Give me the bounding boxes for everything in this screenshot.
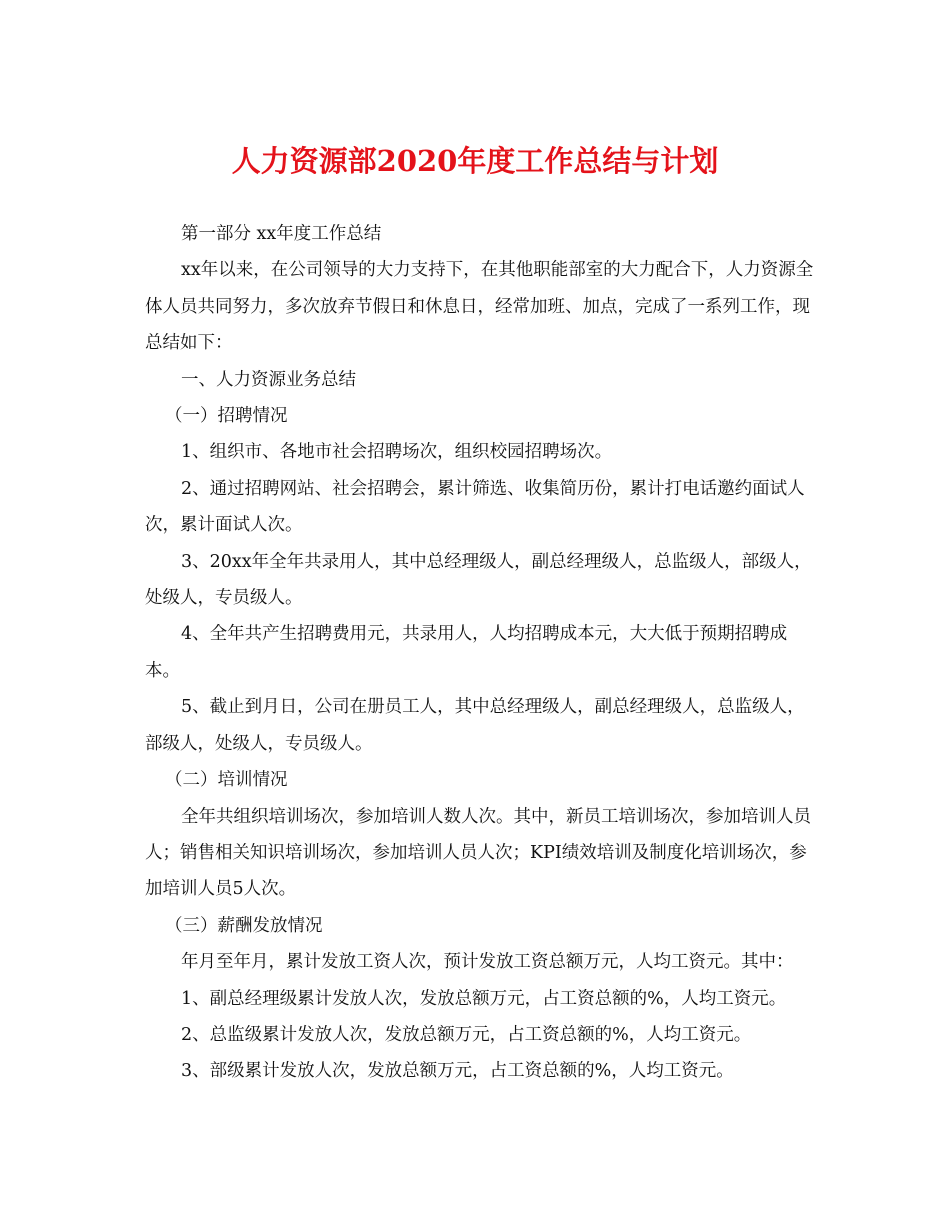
list-item-payroll-3: 3、部级累计发放人次，发放总额万元，占工资总额的%，人均工资元。 (181, 1061, 734, 1082)
list-item-recruitment-2: 2、通过招聘网站、社会招聘会，累计筛选、收集简历份，累计打电话邀约面试人次，累计面试人次。 (145, 478, 805, 536)
payroll-paragraph: 年月至年月，累计发放工资人次，预计发放工资总额万元，人均工资元。其中： (181, 952, 794, 973)
list-item-recruitment-5: 5、截止到月日，公司在册员工人，其中总经理级人，副总经理级人，总监级人，部级人，处级人，专员级人。 (145, 697, 805, 754)
subsection-heading-training: （二）培训情况 (165, 770, 288, 791)
section-heading-hr-summary: 一、人力资源业务总结 (181, 369, 356, 390)
intro-paragraph: xx年以来，在公司领导的大力支持下，在其他职能部室的大力配合下，人力资源全体人员共同努力，多次放弃节假日和休息日，经常加班、加点，完成了一系列工作，现总结如下： (145, 260, 814, 354)
list-item-payroll-2: 2、总监级累计发放人次，发放总额万元，占工资总额的%，人均工资元。 (181, 1024, 752, 1045)
subsection-heading-recruitment: （一）招聘情况 (165, 406, 288, 427)
section-heading-part-one: 第一部分 xx年度工作总结 (181, 224, 382, 244)
document-title: 人力资源部2020年度工作总结与计划 (231, 144, 719, 178)
document-body (145, 216, 815, 1090)
list-item-recruitment-1: 1、组织市、各地市社会招聘场次，组织校园招聘场次。 (181, 442, 613, 463)
subsection-heading-payroll: （三）薪酬发放情况 (165, 915, 323, 936)
list-item-recruitment-4: 4、全年共产生招聘费用元，共录用人，人均招聘成本元，大大低于预期招聘成本。 (145, 624, 788, 681)
list-item-payroll-1: 1、副总经理级累计发放人次，发放总额万元，占工资总额的%，人均工资元。 (181, 988, 787, 1009)
list-item-recruitment-3: 3、20xx年全年共录用人，其中总经理级人，副总经理级人，总监级人，部级人，处级人，专员级人。 (145, 551, 812, 609)
training-paragraph: 全年共组织培训场次，参加培训人数人次。其中，新员工培训场次，参加培训人员人；销售相关知识培训场次，参加培训人员人次；KPI绩效培训及制度化培训场次，参加培训人员5人次。 (145, 806, 811, 900)
